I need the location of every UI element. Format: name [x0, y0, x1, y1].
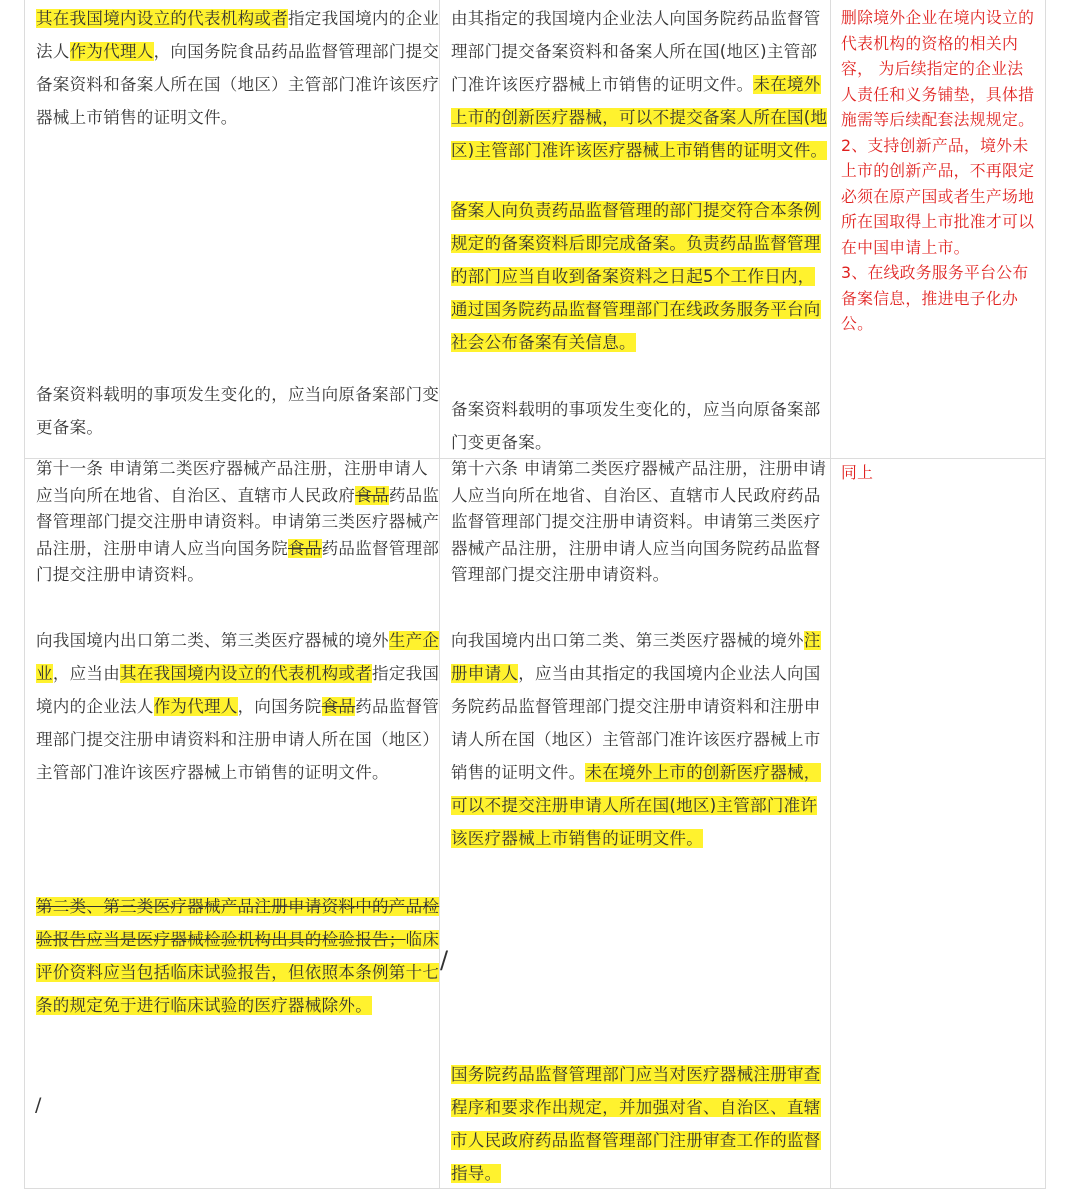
highlighted-text: 作为代理人: [153, 697, 238, 716]
row2-new-paragraph-2: [451, 624, 831, 855]
deleted-text: 第二类、第三类医疗器械产品注册申请资料中的产品检验报告应当是医疗器械检验机构出具的检验报告；: [36, 897, 440, 949]
row1-new-paragraph-2: [451, 194, 831, 359]
text-run: 药品监督管理部门提交注册申请资料。申请第三类医疗器械产品注册，注册申请人应当向国务院: [36, 485, 440, 558]
deleted-text: 食品: [288, 538, 322, 558]
text-run: ，应当由: [52, 664, 121, 683]
highlighted-text: 未在境外上市的创新医疗器械，可以不提交备案人所在国(地区)主管部门准许该医疗器械上市销售的证明文件。: [451, 75, 828, 160]
row2-new-paragraph-1: 第十六条 申请第二类医疗器械产品注册，注册申请人应当向所在地省、自治区、直辖市人民政府药品监督管理部门提交注册申请资料。申请第三类医疗器械产品注册，注册申请人应当向国务院药品监督管理部门提交注册申请资料。: [451, 459, 827, 584]
row1-new-paragraph-3: 备案资料载明的事项发生变化的，应当向原备案部门变更备案。: [451, 400, 821, 452]
row2-note: 同上: [841, 463, 874, 482]
row2-old-paragraph-1: [36, 456, 441, 589]
text-run: 向我国境内出口第二类、第三类医疗器械的境外: [36, 631, 389, 650]
row1-old-paragraph-1: [36, 2, 441, 134]
row2-old-paragraph-3: [36, 890, 441, 1022]
empty-cell-slash: /: [440, 946, 449, 974]
highlighted-text: 注册申请人: [451, 631, 821, 683]
row2-new-paragraph-3: [451, 1058, 831, 1190]
text-run: 指定我国境内的企业法人: [36, 9, 440, 61]
text-run: ，向国务院食品药品监督管理部门提交备案资料和备案人所在国（地区）主管部门准许该医疗器械上市销售的证明文件。: [36, 42, 440, 127]
highlighted-text: 其在我国境内设立的代表机构或者: [36, 9, 288, 28]
text-run: 指定我国境内的企业法人: [36, 664, 440, 716]
row1-new-paragraph-1: [451, 2, 831, 167]
empty-cell-slash: /: [35, 1094, 42, 1116]
text-run: 药品监督管理部门提交注册申请资料和注册申请人所在国（地区）主管部门准许该医疗器械上市销售的证明文件。: [36, 697, 440, 782]
highlighted-text: 作为代理人: [69, 42, 154, 61]
text-run: ，向国务院: [237, 697, 322, 716]
highlighted-text: 备案人向负责药品监督管理的部门提交符合本条例规定的备案资料后即完成备案。负责药品监督管理的部门应当自收到备案资料之日起5个工作日内，通过国务院药品监督管理部门在线政务服务平台向社会公布备案有关信息。: [451, 201, 821, 352]
highlighted-text: 国务院药品监督管理部门应当对医疗器械注册审查程序和要求作出规定，并加强对省、自治区、直辖市人民政府药品监督管理部门注册审查工作的监督指导。: [451, 1065, 821, 1183]
text-run: 第十一条 申请第二类医疗器械产品注册，注册申请人应当向所在地省、自治区、直辖市人民政府: [36, 459, 428, 505]
highlighted-text: 其在我国境内设立的代表机构或者: [120, 664, 373, 683]
text-run: 由其指定的我国境内企业法人向国务院药品监督管理部门提交备案资料和备案人所在国(地区)主管部门准许该医疗器械上市销售的证明文件。: [451, 9, 821, 94]
deleted-text: 食品: [355, 485, 389, 505]
text-run: 向我国境内出口第二类、第三类医疗器械的境外: [451, 631, 804, 650]
comparison-table: [24, 0, 1046, 1189]
highlighted-text: 临床评价资料应当包括临床试验报告，但依照本条例第十七条的规定免于进行临床试验的医疗器械除外。: [36, 930, 440, 1015]
deleted-text: 食品: [321, 697, 356, 716]
note-3: 3、在线政务服务平台公布备案信息，推进电子化办公。: [841, 263, 1029, 333]
row1-notes: [841, 5, 1039, 337]
note-1: 删除境外企业在境内设立的代表机构的资格的相关内容， 为后续指定的企业法人责任和义务铺垫，具体措施需等后续配套法规规定。: [841, 8, 1035, 129]
row2-old-paragraph-2: [36, 624, 441, 789]
highlighted-text: 生产企业: [36, 631, 440, 683]
row1-old-paragraph-2: 备案资料载明的事项发生变化的，应当向原备案部门变更备案。: [36, 385, 440, 437]
column-divider: [830, 0, 831, 1188]
text-run: ，应当由其指定的我国境内企业法人向国务院药品监督管理部门提交注册申请资料和注册申请人所在国（地区）主管部门准许该医疗器械上市销售的证明文件。: [451, 664, 821, 782]
note-2: 2、支持创新产品，境外未上市的创新产品，不再限定必须在原产国或者生产场地所在国取得上市批准才可以在中国申请上市。: [841, 135, 1035, 257]
highlighted-text: 未在境外上市的创新医疗器械，可以不提交注册申请人所在国(地区)主管部门准许该医疗器械上市销售的证明文件。: [451, 763, 821, 848]
text-run: 药品监督管理部门提交注册申请资料。: [36, 538, 440, 584]
